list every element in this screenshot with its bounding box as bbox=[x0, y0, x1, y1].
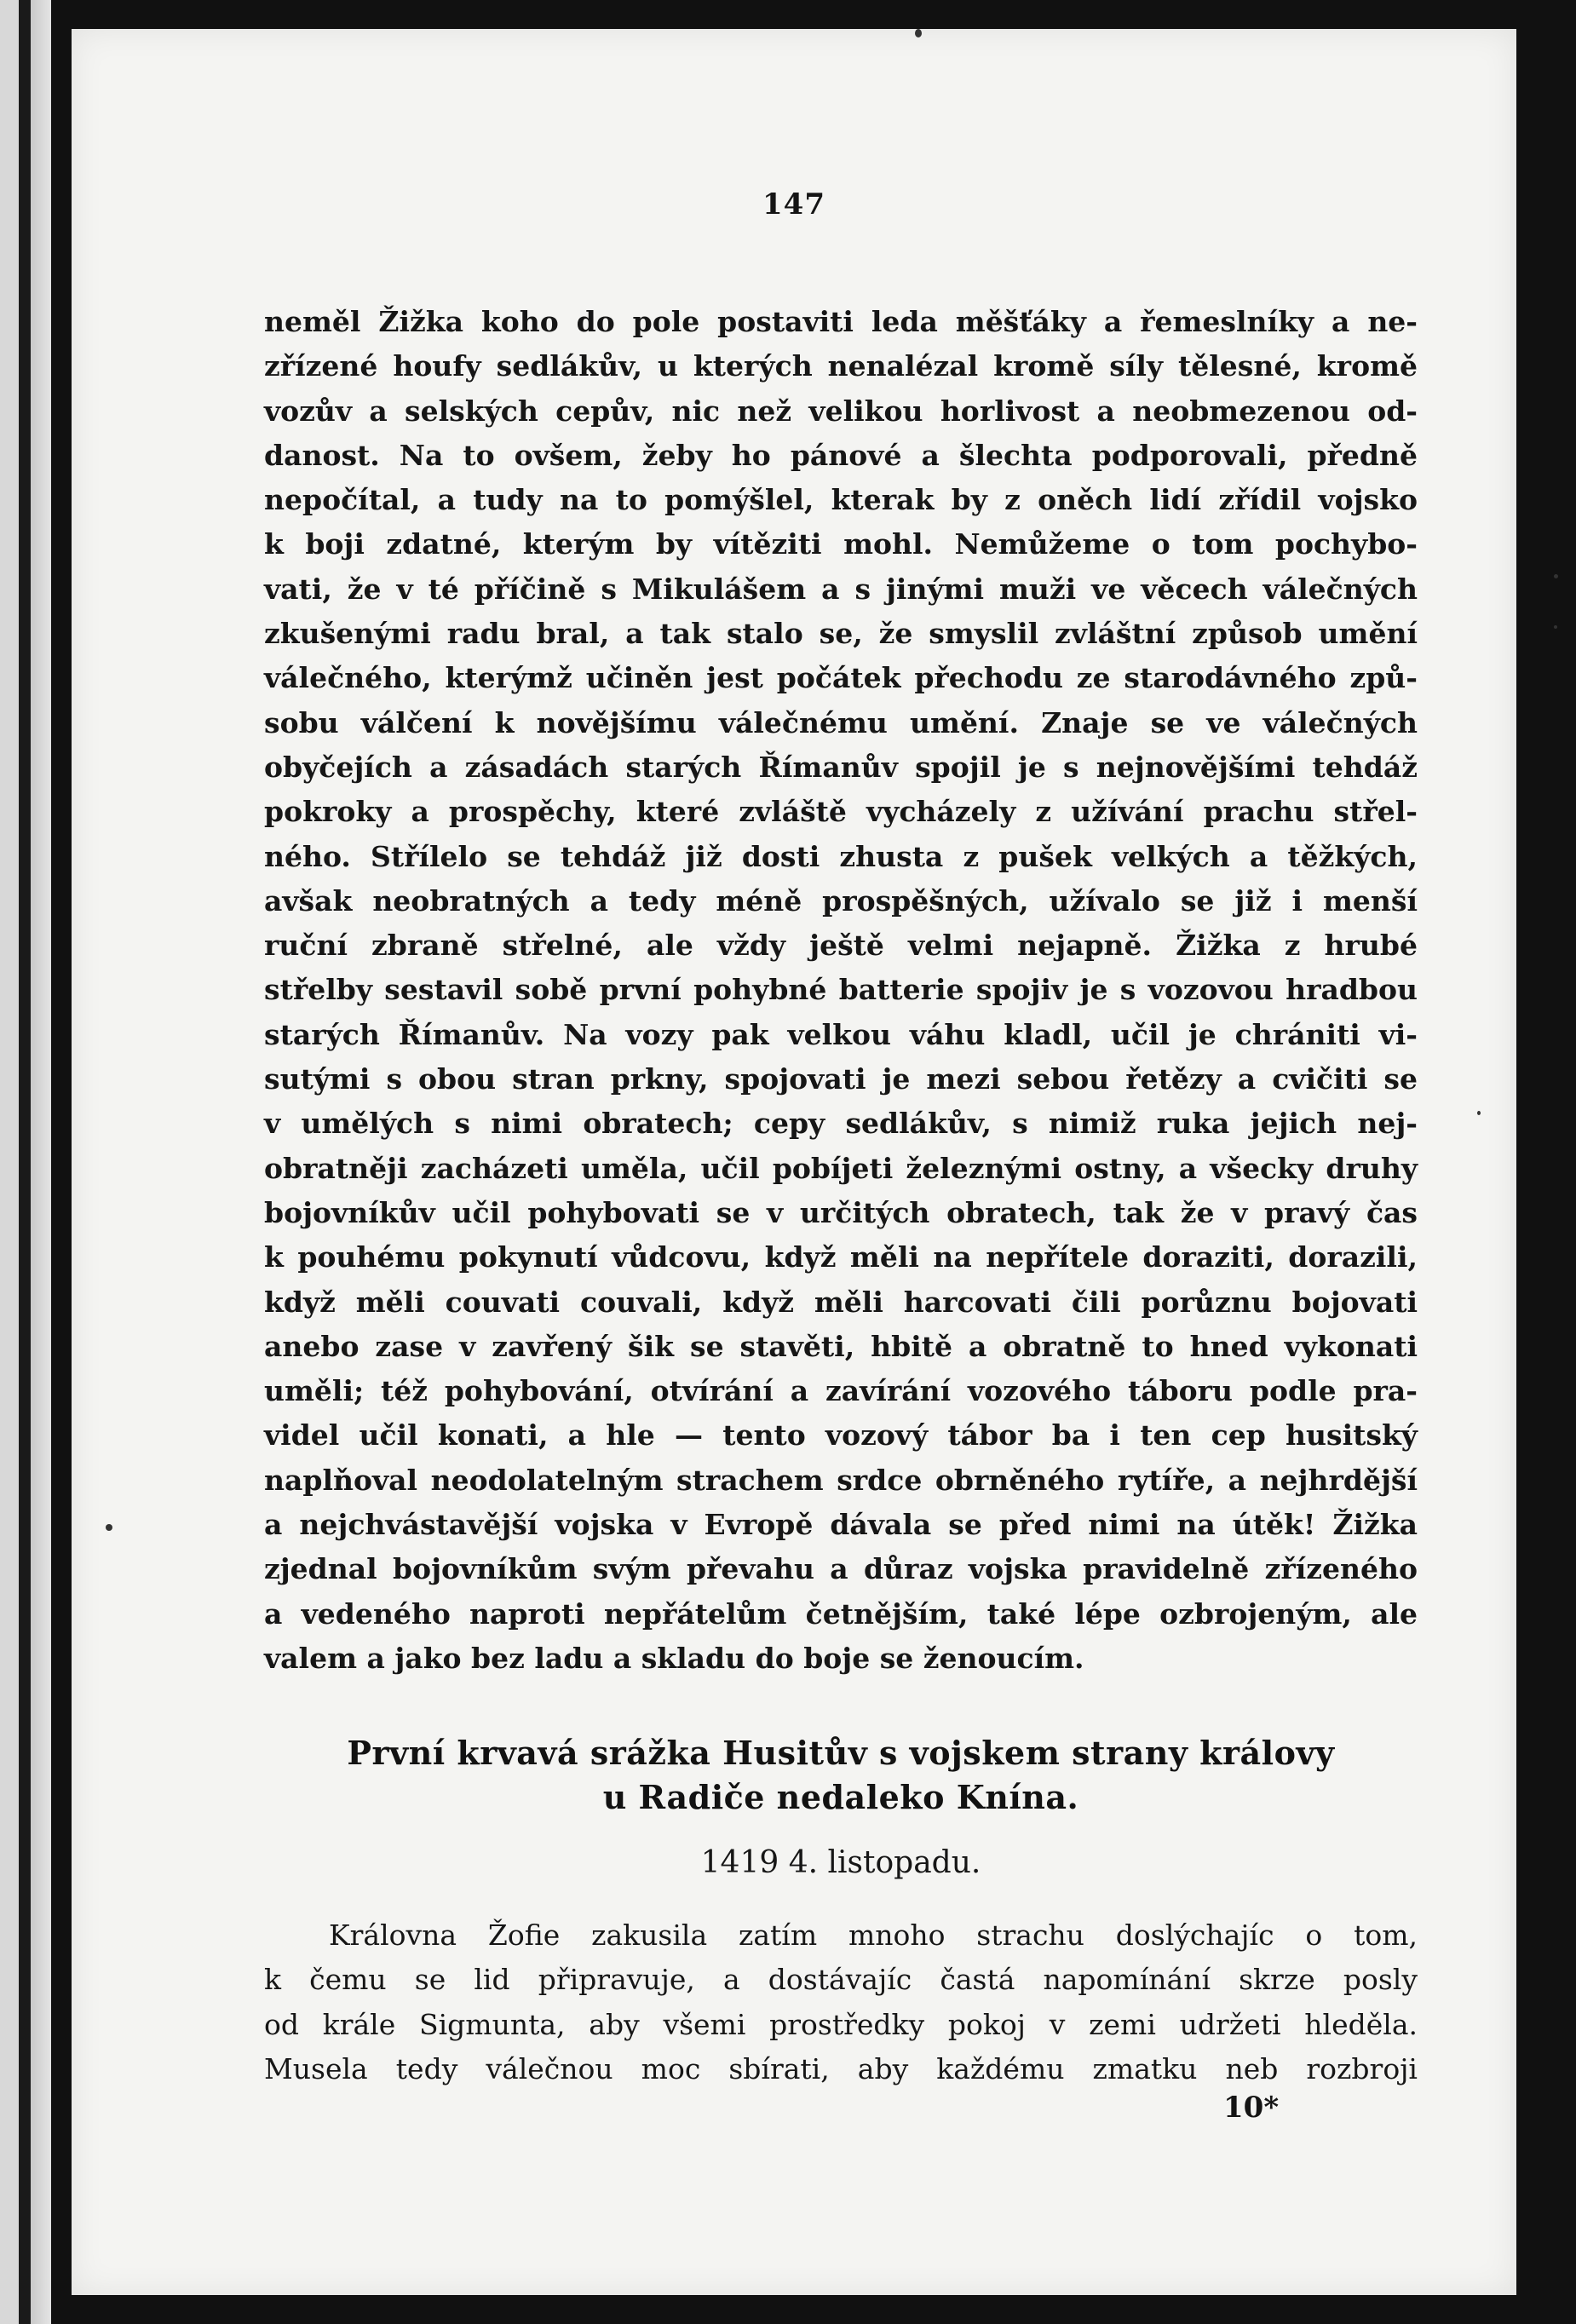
section-heading bbox=[264, 1731, 1418, 1820]
text-line: starých Římanův. Na vozy pak velkou váhu kladl, učil je chrániti vi- bbox=[264, 1017, 1418, 1051]
text-line: obratněji zacházeti uměla, učil pobíjeti železnými ostny, a všecky druhy bbox=[264, 1151, 1418, 1185]
text-line: uměli; též pohybování, otvírání a zavírání vozového táboru podle pra- bbox=[264, 1374, 1418, 1408]
text-line: videl učil konati, a hle — tento vozový tábor ba i ten cep husitský bbox=[264, 1418, 1418, 1452]
text-line: obyčejích a zásadách starých Římanův spojil je s nejnovějšími tehdáž bbox=[264, 750, 1418, 784]
text-line: a vedeného naproti nepřátelům četnějším, také lépe ozbrojeným, ale bbox=[264, 1596, 1418, 1631]
text-line: k čemu se lid připravuje, a dostávajíc častá napomínání skrze posly bbox=[264, 1963, 1418, 1997]
section-heading-line-2: u Radiče nedaleko Knína. bbox=[602, 1778, 1079, 1816]
text-line: střelby sestavil sobě první pohybné batterie spojiv je s vozovou hradbou bbox=[264, 973, 1418, 1007]
text-line: ného. Střílelo se tehdáž již dosti zhusta z pušek velkých a těžkých, bbox=[264, 839, 1418, 873]
section-heading-line-1: První krvavá srážka Husitův s vojskem strany královy bbox=[347, 1734, 1335, 1772]
speck bbox=[1554, 574, 1558, 578]
text-line: zkušenými radu bral, a tak stalo se, že smyslil zvláštní způsob umění bbox=[264, 617, 1418, 651]
text-line: anebo zase v zavřený šik se stavěti, hbitě a obratně to hned vykonati bbox=[264, 1329, 1418, 1363]
text-line: vozův a selských cepův, nic než velikou horlivost a neobmezenou od- bbox=[264, 394, 1418, 428]
text-line: sobu válčení k novějšímu válečnému umění. Znaje se ve válečných bbox=[264, 705, 1418, 739]
text-line: sutými s obou stran prkny, spojovati je mezi sebou řetězy a cvičiti se bbox=[264, 1062, 1418, 1096]
text-line: když měli couvati couvali, když měli harcovati čili porůznu bojovati bbox=[264, 1285, 1418, 1319]
text-line: ruční zbraně střelné, ale vždy ještě velmi nejapně. Žižka z hrubé bbox=[264, 929, 1418, 963]
text-line: naplňoval neodolatelným strachem srdce obrněného rytíře, a nejhrdější bbox=[264, 1463, 1418, 1497]
main-paragraph bbox=[264, 300, 1418, 1681]
text-line: avšak neobratných a tedy méně prospěšných, užívalo se již i menší bbox=[264, 883, 1418, 918]
speck bbox=[915, 29, 922, 37]
second-paragraph bbox=[264, 1913, 1418, 2091]
text-line: danost. Na to ovšem, žeby ho pánové a šlechta podporovali, předně bbox=[264, 438, 1418, 472]
text-line: bojovníkův učil pohybovati se v určitých obratech, tak že v pravý čas bbox=[264, 1195, 1418, 1229]
text-line: Musela tedy válečnou moc sbírati, aby každému zmatku neb rozbroji bbox=[264, 2051, 1418, 2085]
signature-mark: 10* bbox=[1223, 2091, 1280, 2125]
text-line: pokroky a prospěchy, které zvláště vycházely z užívání prachu střel- bbox=[264, 795, 1418, 829]
text-line: nepočítal, a tudy na to pomýšlel, kterak by z oněch lidí zřídil vojsko bbox=[264, 483, 1418, 517]
text-line: vati, že v té příčině s Mikulášem a s jinými muži ve věcech válečných bbox=[264, 572, 1418, 606]
text-line: neměl Žižka koho do pole postaviti leda měšťáky a řemeslníky a ne- bbox=[264, 305, 1418, 338]
text-line: zjednal bojovníkům svým převahu a důraz vojska pravidelně zřízeného bbox=[264, 1552, 1418, 1586]
text-line: a nejchvástavější vojska v Evropě dávala se před nimi na útěk! Žižka bbox=[264, 1508, 1418, 1542]
book-page bbox=[72, 29, 1516, 2295]
text-line: zřízené houfy sedlákův, u kterých nenalézal kromě síly tělesné, kromě bbox=[264, 349, 1418, 383]
text-line: valem a jako bez ladu a skladu do boje se ženoucím. bbox=[264, 1641, 1084, 1675]
speck bbox=[1477, 1111, 1481, 1115]
text-line: válečného, kterýmž učiněn jest počátek přechodu ze starodávného způ- bbox=[264, 661, 1418, 695]
text-line: od krále Sigmunta, aby všemi prostředky pokoj v zemi udržeti hleděla. bbox=[264, 2007, 1418, 2041]
text-line: Královna Žofie zakusila zatím mnoho strachu doslýchajíc o tom, bbox=[329, 1918, 1418, 1952]
text-line: k boji zdatné, kterým by vítěziti mohl. Nemůžeme o tom pochybo- bbox=[264, 527, 1418, 561]
speck bbox=[1554, 625, 1557, 629]
text-line: v umělých s nimi obratech; cepy sedlákův, s nimiž ruka jejich nej- bbox=[264, 1107, 1418, 1141]
page-number: 147 bbox=[762, 187, 825, 221]
speck bbox=[106, 1524, 112, 1531]
text-line: k pouhému pokynutí vůdcovu, když měli na nepřítele doraziti, dorazili, bbox=[264, 1240, 1418, 1274]
book-spine-edge bbox=[0, 0, 51, 2324]
section-date: 1419 4. listopadu. bbox=[700, 1845, 981, 1880]
